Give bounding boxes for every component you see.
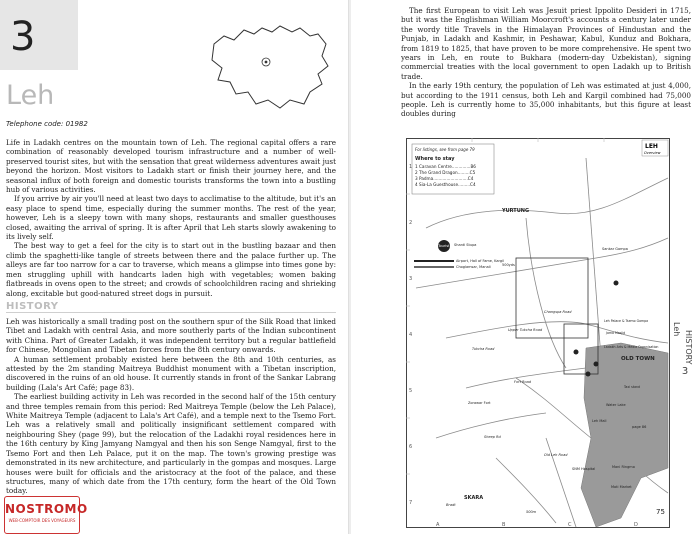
map-label: Tukcha Road	[472, 347, 495, 351]
map-title: LEH	[645, 143, 658, 150]
map-label: Jama Masjid	[606, 331, 626, 335]
row-label: 1	[409, 164, 413, 170]
intro-paragraph: Life in Ladakh centres on the mountain town of Leh. The regional capital offers a rare combination of reasonably developed tourism infrastructure and a number of well-preserved tourist sites, but with the sensation that great wilderness adventures await just beyond the horizon. Most visitors to Ladakh start or finish their journey here, and the seasonal influx of both foreign and domestic tourists transforms the town into a bustling hub of various activities.	[6, 138, 336, 195]
history-paragraph: The earliest building activity in Leh was recorded in the second half of the 15th century and three temples remain from this period: Red Maitreya Temple (below the Leh Palace), White Maitreya Temple (adjacent to Lala's Art Café), and a temple next to the Tsemo Fort. Leh was a relatively small and politically insignificant settlement compared with neighbouring Shey (page 99), but the relocation of the Ladakhi royal residences here in the 16th century by King Jamyang Namgyal and then his son Senge Namgyal, first to the Tsemo Fort and then Leh Palace, put it on the map. The town's growing prestige was demonstrated in its new architecture, and particularly in the gompas and mosques. Large houses were built for officials and the aristocracy at the foot of the palace, and these structures, many of which date from the 17th century, form the heart of the Old Town today.	[6, 392, 336, 496]
map-label: Water Lake	[606, 403, 626, 407]
legend-item: 2 The Grand Dragon.........C5	[415, 170, 476, 175]
col-label: D	[634, 522, 638, 528]
map-label: Leh Mall	[592, 419, 607, 423]
row-label: 4	[409, 332, 413, 338]
page-number: 75	[656, 508, 665, 516]
map-label: Bradt	[446, 503, 456, 507]
body-paragraph: In the early 19th century, the population of Leh was estimated at just 4,000, but according to the 1911 census, both Leh and Kargil combined had 75,000 people. Leh is currently home to 35,000 inhabitants, but this figure at least doubles during	[401, 81, 691, 119]
left-page	[0, 0, 349, 534]
map-label: Moti Market	[611, 485, 632, 489]
chapter-side-tab	[668, 320, 700, 390]
page-title: Leh	[6, 80, 55, 111]
chapter-number: 3	[10, 14, 36, 60]
row-label: 2	[409, 220, 413, 226]
map-label: SNM Hospital	[572, 467, 596, 471]
row-label: 5	[409, 388, 413, 394]
row-label: 3	[409, 276, 413, 282]
side-tab-place: Leh	[672, 322, 681, 337]
body-paragraph: The first European to visit Leh was Jesuit priest Ippolito Desideri in 1715, but it was the Englishman William Moorcroft's accounts a century later under the wordy title Travels in the Himalayan Provinces of Hindustan and the Punjab, in Ladakh and Kashmir, in Peshawar, Kabul, Kunduz and Bokhara, from 1819 to 1825, that have proven to be more comprehensive. He spent two years in Leh, en route to Bukhara (modern-day Uzbekistan), signing commercial treaties with the local government to open Ladakh up to British trade.	[401, 6, 691, 81]
intro-text	[6, 138, 336, 298]
intro-paragraph: If you arrive by air you'll need at least two days to acclimatise to the altitude, but it's an easy place to spend time, especially during the summer months. The rest of the year, however, Leh is a sleepy town with many shops, restaurants and smaller guesthouses closed, awaiting the arrival of spring. It is after April that Leh starts slowly awakening to its lively self.	[6, 194, 336, 242]
col-label: B	[502, 522, 506, 528]
map-subtitle: Overview	[644, 151, 661, 155]
legend-heading: Where to stay	[415, 156, 455, 162]
row-label: 7	[409, 500, 413, 506]
nostromo-logo	[4, 496, 88, 534]
map-label: page 86	[632, 425, 647, 429]
history-paragraph: A human settlement probably existed here between the 8th and 10th centuries, as attested by the 2m standing Maitreya Buddhist monument with a Tibetan inscription, discovered in the ruins of an old house. It currently stands in front of the Sankar Labrang building (Lala's Art Café; page 83).	[6, 354, 336, 392]
leh-marker-dot	[265, 61, 268, 64]
col-label: C	[568, 522, 572, 528]
col-label: A	[436, 522, 440, 528]
history-paragraph: Leh was historically a small trading post on the southern spur of the Silk Road that linked Tibet and Ladakh with central Asia, and more southerly parts of the Indian subcontinent with China. Part of Greater Ladakh, it was independent territory but a regular battlefield for Chinese, Mongolian and Tibetan forces from the 8th century onwards.	[6, 317, 336, 355]
intro-paragraph: The best way to get a feel for the city is to start out in the bustling bazaar and then climb the spaghetti-like tangle of streets between there and the palace further up. The alleys are far too narrow for a car to traverse, which means a glimpse into times gone by: men struggling uphill with handcarts laden high with vegetables; women baking flatbreads in ovens open to the street; and crowds of schoolchildren racing and shrieking along, excitable but good-natured street dogs in pursuit.	[6, 241, 336, 298]
map-label: 500m	[526, 510, 537, 514]
logo-main-text: NOSTROMO	[5, 502, 88, 516]
leh-overview-map	[406, 138, 670, 528]
map-label: Fort Road	[514, 380, 532, 384]
ladakh-outline	[212, 26, 328, 108]
history-text	[6, 317, 336, 496]
map-label: Sheep Rd	[484, 435, 501, 439]
legend-item: 4 Sia-La Guesthouse.........C4	[415, 182, 476, 187]
map-label: Old Leh Road	[544, 453, 568, 457]
map-label: OLD TOWN	[621, 356, 655, 362]
bradt-mark: Tourist Office	[438, 244, 461, 248]
map-label: 500yds	[502, 263, 515, 267]
side-tab-chapter: 3	[681, 366, 689, 377]
map-label: Zorawar Fort	[468, 401, 491, 405]
map-label: Shanti Stupa	[454, 243, 477, 247]
map-label: SKARA	[464, 495, 484, 501]
chapter-box	[0, 0, 78, 70]
map-label: Taxi stand	[624, 385, 641, 389]
map-label: Upper Tukcha Road	[508, 328, 543, 332]
map-label: YURTUNG	[502, 208, 530, 214]
legend-item: 1 Caravan Centre..............B6	[415, 164, 476, 169]
map-label: Mani Ringmo	[612, 465, 635, 469]
map-label: Sankar Gompa	[602, 247, 628, 251]
side-tab-section: HISTORY	[684, 330, 693, 365]
svg-text:Choglamsar, Manali: Choglamsar, Manali	[456, 265, 491, 269]
row-label: 6	[409, 444, 413, 450]
map-label: Changspa Road	[544, 310, 572, 314]
telephone-code: Telephone code: 01982	[6, 120, 88, 128]
history-heading: HISTORY	[6, 301, 59, 312]
legend-item: 3 Padma..........................C4	[415, 176, 474, 181]
history-rule	[6, 312, 336, 313]
logo-sub-text: WEB·COMPTOIR DES VOYAGEURS	[8, 518, 76, 523]
legend-note: For listings, see from page 79	[415, 147, 475, 152]
svg-text:Airport, Hall of Fame, Kargil: Airport, Hall of Fame, Kargil	[456, 259, 505, 263]
ladakh-locator-map	[210, 22, 330, 110]
map-label: Ladakh Arts & Media Organisation	[604, 345, 659, 349]
right-body-text	[401, 6, 691, 119]
map-label: Leh Palace & Tsemo Gompa	[604, 319, 649, 323]
